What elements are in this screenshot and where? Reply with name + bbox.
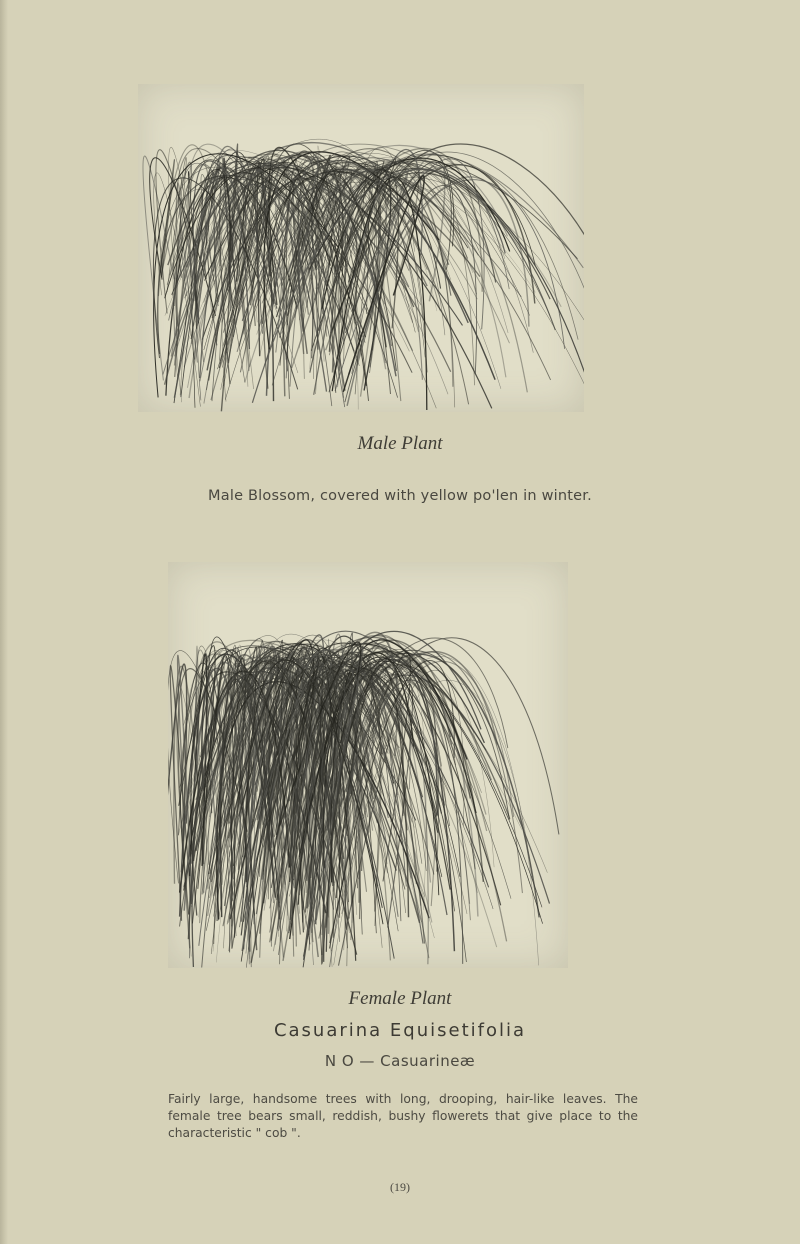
branch-strands xyxy=(143,139,584,411)
page-number: (19) xyxy=(390,1180,410,1194)
female-plant-photo xyxy=(168,562,568,968)
male-plant-description: Male Blossom, covered with yellow po'len in winter. xyxy=(208,488,592,504)
branch-strands xyxy=(168,631,559,967)
family-name: N O — Casuarineæ xyxy=(324,1052,476,1070)
species-description: Fairly large, handsome trees with long, drooping, hair-like leaves. The female tree bears small, reddish, bushy flowerets that give place to the characteristic " cob ". xyxy=(168,1092,638,1140)
species-name: Casuarina Equisetifolia xyxy=(273,1020,527,1041)
male-plant-photo xyxy=(138,84,584,412)
female-plant-title: Female Plant xyxy=(348,988,452,1009)
male-plant-title: Male Plant xyxy=(357,433,443,454)
